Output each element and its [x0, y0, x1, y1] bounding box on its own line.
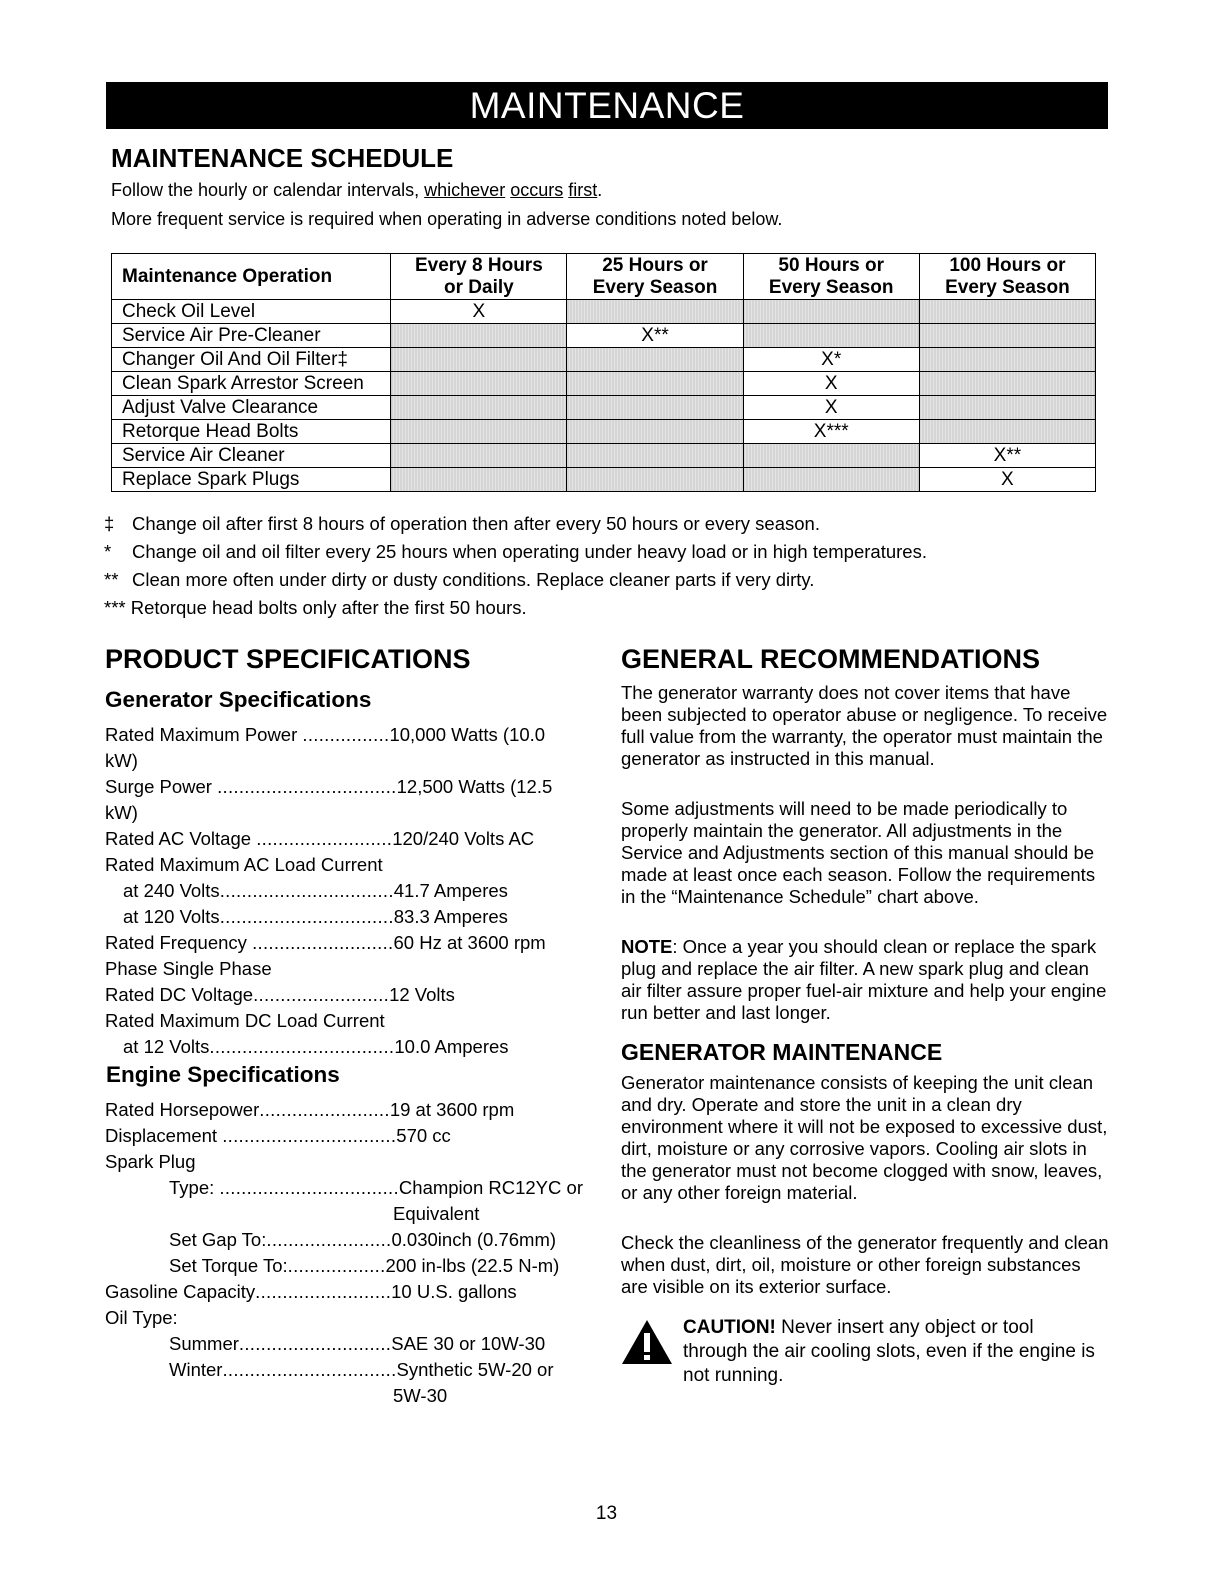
operation-cell: Clean Spark Arrestor Screen: [112, 372, 391, 396]
operation-cell: Service Air Pre-Cleaner: [112, 324, 391, 348]
interval-cell: [391, 372, 567, 396]
operation-cell: Service Air Cleaner: [112, 444, 391, 468]
general-note: NOTE: Once a year you should clean or replace the spark plug and replace the air filter. A new spark plug and clean air filter assure proper fuel-air mixture and help your engine run better and last longer.: [621, 936, 1107, 1023]
interval-cell: [567, 444, 743, 468]
schedule-intro-2: More frequent service is required when operating in adverse conditions noted below.: [111, 209, 783, 229]
spec-phase: Phase Single Phase: [105, 958, 272, 979]
header-50-hours: 50 Hours or Every Season: [743, 254, 919, 300]
interval-cell: X: [743, 396, 919, 420]
general-paragraph-4: Check the cleanliness of the generator frequently and clean when dust, dirt, oil, moisture or other foreign substances are visible on its exterior surface.: [621, 1232, 1109, 1297]
table-header-row: [112, 254, 1096, 300]
spec-gasoline-capacity: Gasoline Capacity.........................10 U.S. gallons: [105, 1281, 517, 1302]
spec-rated-max-power: Rated Maximum Power ................10,000 Watts (10.0: [105, 724, 546, 745]
spec-oil-type: Oil Type:: [105, 1307, 178, 1328]
operation-cell: Check Oil Level: [112, 300, 391, 324]
interval-cell: [919, 372, 1095, 396]
spec-oil-winter-wrap: 5W-30: [393, 1385, 448, 1406]
spec-dc-load-current: Rated Maximum DC Load Current: [105, 1010, 385, 1031]
table-row: [112, 468, 1096, 492]
interval-cell: X*: [743, 348, 919, 372]
general-recommendations-heading: GENERAL RECOMMENDATIONS: [621, 644, 1041, 674]
interval-cell: [567, 396, 743, 420]
interval-cell: [567, 420, 743, 444]
operation-cell: Retorque Head Bolts: [112, 420, 391, 444]
spec-dc-voltage: Rated DC Voltage.........................12 Volts: [105, 984, 455, 1005]
generator-spec-heading: Generator Specifications: [105, 687, 372, 712]
note-double-star: ** Clean more often under dirty or dusty conditions. Replace cleaner parts if very dirty.: [104, 569, 815, 590]
general-paragraph-3: Generator maintenance consists of keeping the unit clean and dry. Operate and store the unit in a clean dry environment where it will not be exposed to excessive dust, dirt, moisture or any corrosive vapors. Cooling air slots in the generator must not become clogged with snow, leaves, or any other foreign material.: [621, 1072, 1108, 1203]
table-row: [112, 444, 1096, 468]
table-row: [112, 324, 1096, 348]
interval-cell: [919, 348, 1095, 372]
engine-spec-heading: Engine Specifications: [106, 1062, 340, 1087]
spec-spark-type-wrap: Equivalent: [393, 1203, 480, 1224]
header-operation: Maintenance Operation: [112, 254, 391, 300]
caution-warning-icon: [620, 1318, 674, 1366]
interval-cell: [391, 324, 567, 348]
interval-cell: X: [743, 372, 919, 396]
interval-cell: [391, 468, 567, 492]
table-row: [112, 396, 1096, 420]
interval-cell: [567, 372, 743, 396]
caution-text: CAUTION! Never insert any object or tool through the air cooling slots, even if the engine is not running.: [683, 1317, 1095, 1386]
spec-set-gap: Set Gap To:.......................0.030inch (0.76mm): [169, 1229, 557, 1250]
general-paragraph-2: Some adjustments will need to be made periodically to properly maintain the generator. All adjustments in the Service and Adjustments section of this manual should be made at least once each season. Follow the requirements in the “Maintenance Schedule” chart above.: [621, 798, 1096, 907]
spec-at-120-volts: at 120 Volts................................83.3 Amperes: [123, 906, 508, 927]
header-25-hours: 25 Hours or Every Season: [567, 254, 743, 300]
interval-cell: X***: [743, 420, 919, 444]
spec-frequency: Rated Frequency ..........................60 Hz at 3600 rpm: [105, 932, 546, 953]
interval-cell: X: [391, 300, 567, 324]
interval-cell: [743, 300, 919, 324]
page-banner: MAINTENANCE: [106, 82, 1108, 129]
interval-cell: X**: [567, 324, 743, 348]
spec-spark-type: Type: .................................Champion RC12YC or: [169, 1177, 583, 1198]
maintenance-schedule-table: [111, 253, 1096, 492]
note-double-dagger: ‡ Change oil after first 8 hours of operation then after every 50 hours or every season.: [104, 513, 820, 534]
product-spec-heading: PRODUCT SPECIFICATIONS: [105, 644, 471, 674]
interval-cell: [391, 396, 567, 420]
spec-ac-voltage: Rated AC Voltage .........................120/240 Volts AC: [105, 828, 535, 849]
interval-cell: [567, 300, 743, 324]
table-row: [112, 372, 1096, 396]
page-number: 13: [595, 1503, 618, 1524]
operation-cell: Changer Oil And Oil Filter‡: [112, 348, 391, 372]
spec-ac-load-current: Rated Maximum AC Load Current: [105, 854, 383, 875]
interval-cell: [919, 324, 1095, 348]
spec-horsepower: Rated Horsepower........................19 at 3600 rpm: [105, 1099, 515, 1120]
interval-cell: [391, 348, 567, 372]
spec-set-torque: Set Torque To:..................200 in-lbs (22.5 N-m): [169, 1255, 560, 1276]
table-row: [112, 300, 1096, 324]
spec-oil-winter: Winter................................Synthetic 5W-20 or: [169, 1359, 554, 1380]
interval-cell: X: [919, 468, 1095, 492]
spec-rated-max-power-wrap: kW): [105, 750, 138, 771]
note-triple-star: *** Retorque head bolts only after the first 50 hours.: [104, 597, 527, 618]
table-row: [112, 348, 1096, 372]
table-row: [112, 420, 1096, 444]
interval-cell: [743, 468, 919, 492]
interval-cell: [391, 420, 567, 444]
header-100-hours: 100 Hours or Every Season: [919, 254, 1095, 300]
schedule-heading: MAINTENANCE SCHEDULE: [111, 143, 454, 173]
interval-cell: [743, 444, 919, 468]
spec-spark-plug: Spark Plug: [105, 1151, 196, 1172]
interval-cell: [391, 444, 567, 468]
interval-cell: [919, 396, 1095, 420]
interval-cell: X**: [919, 444, 1095, 468]
generator-maintenance-heading: GENERATOR MAINTENANCE: [621, 1039, 943, 1065]
operation-cell: Replace Spark Plugs: [112, 468, 391, 492]
spec-oil-summer: Summer............................SAE 30 or 10W-30: [169, 1333, 546, 1354]
operation-cell: Adjust Valve Clearance: [112, 396, 391, 420]
schedule-notes: [104, 510, 927, 622]
interval-cell: [567, 348, 743, 372]
spec-at-240-volts: at 240 Volts................................41.7 Amperes: [123, 880, 508, 901]
header-8-hours: Every 8 Hours or Daily: [391, 254, 567, 300]
interval-cell: [919, 420, 1095, 444]
interval-cell: [567, 468, 743, 492]
note-single-star: * Change oil and oil filter every 25 hours when operating under heavy load or in high temperatures.: [104, 541, 927, 562]
spec-at-12-volts: at 12 Volts..................................10.0 Amperes: [123, 1036, 509, 1057]
spec-surge-power: Surge Power .................................12,500 Watts (12.5: [105, 776, 553, 797]
schedule-intro-1: Follow the hourly or calendar intervals, whichever occurs first.: [111, 180, 603, 200]
interval-cell: [743, 324, 919, 348]
general-paragraph-1: The generator warranty does not cover items that have been subjected to operator abuse or negligence. To receive full value from the warranty, the operator must maintain the generator as instructed in this manual.: [621, 682, 1108, 769]
interval-cell: [919, 300, 1095, 324]
spec-displacement: Displacement ................................570 cc: [105, 1125, 451, 1146]
spec-surge-power-wrap: kW): [105, 802, 138, 823]
